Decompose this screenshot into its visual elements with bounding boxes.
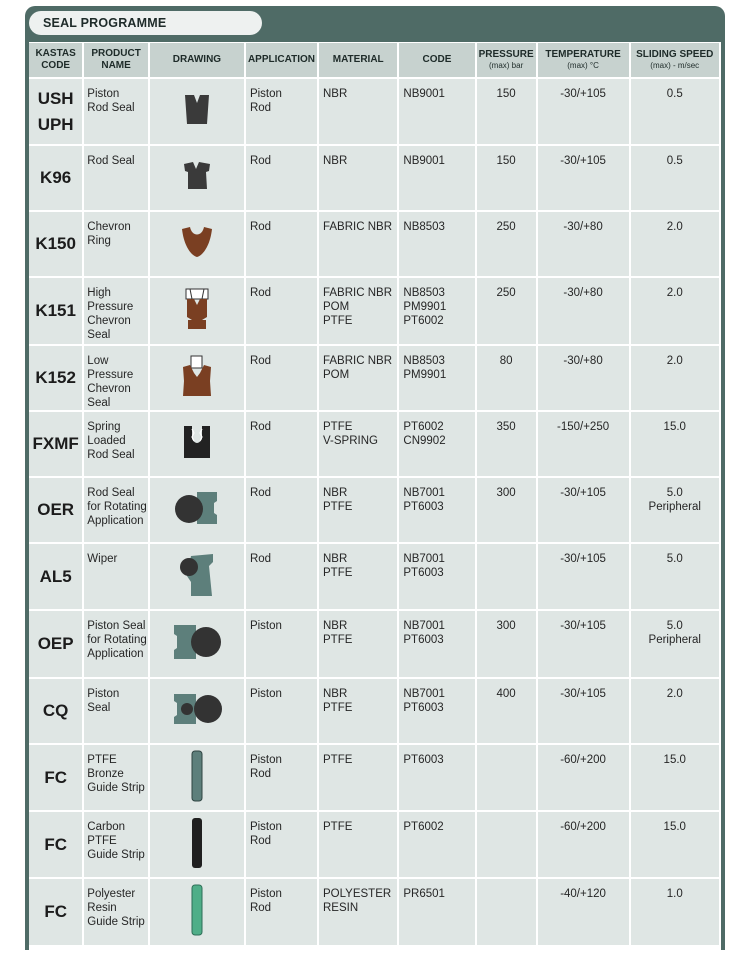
seal-table-container: [29, 42, 721, 950]
product-name-cell: Chevron Ring: [84, 212, 148, 276]
kastas-code-cell: OER: [29, 478, 82, 542]
temperature-cell: -30/+105: [538, 679, 629, 743]
application-cell: Rod: [246, 478, 317, 542]
material-cell: NBR: [319, 146, 397, 210]
kastas-code-cell: OEP: [29, 611, 82, 677]
header-application: APPLICATION: [246, 43, 317, 77]
header-code: KASTAS CODE: [29, 43, 82, 77]
material-cell: NBR PTFE: [319, 544, 397, 609]
header-temperature: TEMPERATURE (max) °C: [538, 43, 629, 77]
temperature-cell: -30/+105: [538, 544, 629, 609]
product-name-cell: Piston Seal for Rotating Application: [84, 611, 148, 677]
seal-code-cell: NB9001: [399, 79, 474, 144]
speed-cell: 5.0 Peripheral: [631, 478, 720, 542]
material-cell: NBR PTFE: [319, 611, 397, 677]
seal-code-cell: NB7001 PT6003: [399, 478, 474, 542]
temperature-cell: -150/+250: [538, 412, 629, 476]
seal-code-cell: NB8503 PM9901 PT6002: [399, 278, 474, 344]
kastas-code-cell: FXMF: [29, 412, 82, 476]
kastas-code-cell: CQ: [29, 679, 82, 743]
speed-cell: 15.0: [631, 745, 720, 810]
material-cell: FABRIC NBR POM: [319, 346, 397, 410]
low-pressure-chevron-icon: [181, 353, 213, 403]
speed-cell: 5.0: [631, 544, 720, 609]
pressure-cell: [477, 879, 536, 945]
polyester-guide-strip-icon: [190, 883, 204, 941]
temperature-cell: -60/+200: [538, 745, 629, 810]
spring-loaded-seal-icon: [181, 423, 213, 465]
header-drawing: DRAWING: [150, 43, 244, 77]
pressure-cell: 150: [477, 146, 536, 210]
kastas-code-cell: K152: [29, 346, 82, 410]
speed-cell: 5.0 Peripheral: [631, 611, 720, 677]
rod-seal-icon: [180, 160, 214, 196]
table-row: [29, 412, 719, 476]
product-name-cell: Spring Loaded Rod Seal: [84, 412, 148, 476]
table-row: [29, 879, 719, 945]
kastas-code-cell: FC: [29, 745, 82, 810]
application-cell: Rod: [246, 412, 317, 476]
application-cell: Rod: [246, 544, 317, 609]
pressure-cell: 80: [477, 346, 536, 410]
drawing-cell: [150, 611, 244, 677]
table-row: [29, 745, 719, 810]
temperature-cell: -30/+80: [538, 278, 629, 344]
kastas-code-cell: K150: [29, 212, 82, 276]
drawing-cell: [150, 79, 244, 144]
seal-code-cell: NB7001 PT6003: [399, 679, 474, 743]
frame-right: [721, 42, 725, 950]
drawing-cell: [150, 745, 244, 810]
product-name-cell: Piston Rod Seal: [84, 79, 148, 144]
table-row: [29, 812, 719, 877]
material-cell: NBR PTFE: [319, 679, 397, 743]
speed-cell: 15.0: [631, 812, 720, 877]
material-cell: PTFE: [319, 812, 397, 877]
pressure-cell: [477, 745, 536, 810]
table-row: [29, 478, 719, 542]
seal-code-cell: NB9001: [399, 146, 474, 210]
table-row: [29, 212, 719, 276]
speed-cell: 2.0: [631, 278, 720, 344]
speed-cell: 2.0: [631, 679, 720, 743]
product-name-cell: Rod Seal for Rotating Application: [84, 478, 148, 542]
drawing-cell: [150, 146, 244, 210]
material-cell: PTFE: [319, 745, 397, 810]
material-cell: FABRIC NBR POM PTFE: [319, 278, 397, 344]
speed-cell: 2.0: [631, 212, 720, 276]
application-cell: Rod: [246, 212, 317, 276]
application-cell: Rod: [246, 346, 317, 410]
temperature-cell: -30/+80: [538, 346, 629, 410]
pressure-cell: 250: [477, 212, 536, 276]
page-title: SEAL PROGRAMME: [43, 16, 167, 30]
pressure-cell: 150: [477, 79, 536, 144]
kastas-code-cell: K151: [29, 278, 82, 344]
table-row: [29, 346, 719, 410]
kastas-code-cell: USH UPH: [29, 79, 82, 144]
drawing-cell: [150, 278, 244, 344]
product-name-cell: Low Pressure Chevron Seal: [84, 346, 148, 410]
product-name-cell: PTFE Bronze Guide Strip: [84, 745, 148, 810]
application-cell: Rod: [246, 146, 317, 210]
rotary-rod-seal-icon: [171, 490, 223, 530]
rotary-piston-seal-icon: [170, 623, 224, 665]
temperature-cell: -30/+80: [538, 212, 629, 276]
kastas-code-cell: FC: [29, 879, 82, 945]
drawing-cell: [150, 412, 244, 476]
title-pill: [29, 11, 262, 35]
seal-code-cell: NB7001 PT6003: [399, 544, 474, 609]
wiper-seal-icon: [177, 552, 217, 602]
table-row: [29, 679, 719, 743]
table-row: [29, 611, 719, 677]
seal-table: [27, 41, 721, 947]
speed-cell: 1.0: [631, 879, 720, 945]
application-cell: Piston Rod: [246, 879, 317, 945]
chevron-ring-icon: [180, 225, 214, 263]
pressure-cell: [477, 544, 536, 609]
temperature-cell: -30/+105: [538, 146, 629, 210]
temperature-cell: -40/+120: [538, 879, 629, 945]
material-cell: NBR: [319, 79, 397, 144]
product-name-cell: Wiper: [84, 544, 148, 609]
application-cell: Piston Rod: [246, 79, 317, 144]
drawing-cell: [150, 544, 244, 609]
pressure-cell: 400: [477, 679, 536, 743]
bronze-guide-strip-icon: [190, 749, 204, 807]
pressure-cell: 250: [477, 278, 536, 344]
seal-code-cell: NB7001 PT6003: [399, 611, 474, 677]
product-name-cell: Polyester Resin Guide Strip: [84, 879, 148, 945]
seal-code-cell: PT6002 CN9902: [399, 412, 474, 476]
seal-code-cell: PT6002: [399, 812, 474, 877]
seal-code-cell: PR6501: [399, 879, 474, 945]
table-row: [29, 146, 719, 210]
carbon-guide-strip-icon: [190, 816, 204, 874]
application-cell: Rod: [246, 278, 317, 344]
header-row: [29, 43, 719, 77]
drawing-cell: [150, 212, 244, 276]
speed-cell: 0.5: [631, 146, 720, 210]
product-name-cell: Piston Seal: [84, 679, 148, 743]
drawing-cell: [150, 812, 244, 877]
table-row: [29, 79, 719, 144]
table-row: [29, 278, 719, 344]
product-name-cell: Rod Seal: [84, 146, 148, 210]
material-cell: NBR PTFE: [319, 478, 397, 542]
material-cell: FABRIC NBR: [319, 212, 397, 276]
header-product: PRODUCT NAME: [84, 43, 148, 77]
header-material: MATERIAL: [319, 43, 397, 77]
pressure-cell: 300: [477, 611, 536, 677]
drawing-cell: [150, 478, 244, 542]
temperature-cell: -60/+200: [538, 812, 629, 877]
kastas-code-cell: AL5: [29, 544, 82, 609]
table-row: [29, 544, 719, 609]
header-speed: SLIDING SPEED (max) - m/sec: [631, 43, 720, 77]
temperature-cell: -30/+105: [538, 79, 629, 144]
high-pressure-chevron-icon: [182, 287, 212, 335]
cq-piston-seal-icon: [170, 691, 224, 731]
drawing-cell: [150, 679, 244, 743]
pressure-cell: 300: [477, 478, 536, 542]
application-cell: Piston Rod: [246, 812, 317, 877]
drawing-cell: [150, 879, 244, 945]
speed-cell: 15.0: [631, 412, 720, 476]
product-name-cell: High Pressure Chevron Seal: [84, 278, 148, 344]
u-cup-seal-icon: [182, 93, 212, 131]
application-cell: Piston: [246, 679, 317, 743]
seal-code-cell: NB8503 PM9901: [399, 346, 474, 410]
seal-code-cell: PT6003: [399, 745, 474, 810]
material-cell: PTFE V-SPRING: [319, 412, 397, 476]
temperature-cell: -30/+105: [538, 478, 629, 542]
table-body: [29, 79, 719, 945]
drawing-cell: [150, 346, 244, 410]
pressure-cell: [477, 812, 536, 877]
material-cell: POLYESTER RESIN: [319, 879, 397, 945]
application-cell: Piston Rod: [246, 745, 317, 810]
speed-cell: 2.0: [631, 346, 720, 410]
speed-cell: 0.5: [631, 79, 720, 144]
product-name-cell: Carbon PTFE Guide Strip: [84, 812, 148, 877]
kastas-code-cell: K96: [29, 146, 82, 210]
temperature-cell: -30/+105: [538, 611, 629, 677]
header-seal-code: CODE: [399, 43, 474, 77]
application-cell: Piston: [246, 611, 317, 677]
seal-code-cell: NB8503: [399, 212, 474, 276]
header-pressure: PRESSURE (max) bar: [477, 43, 536, 77]
pressure-cell: 350: [477, 412, 536, 476]
kastas-code-cell: FC: [29, 812, 82, 877]
